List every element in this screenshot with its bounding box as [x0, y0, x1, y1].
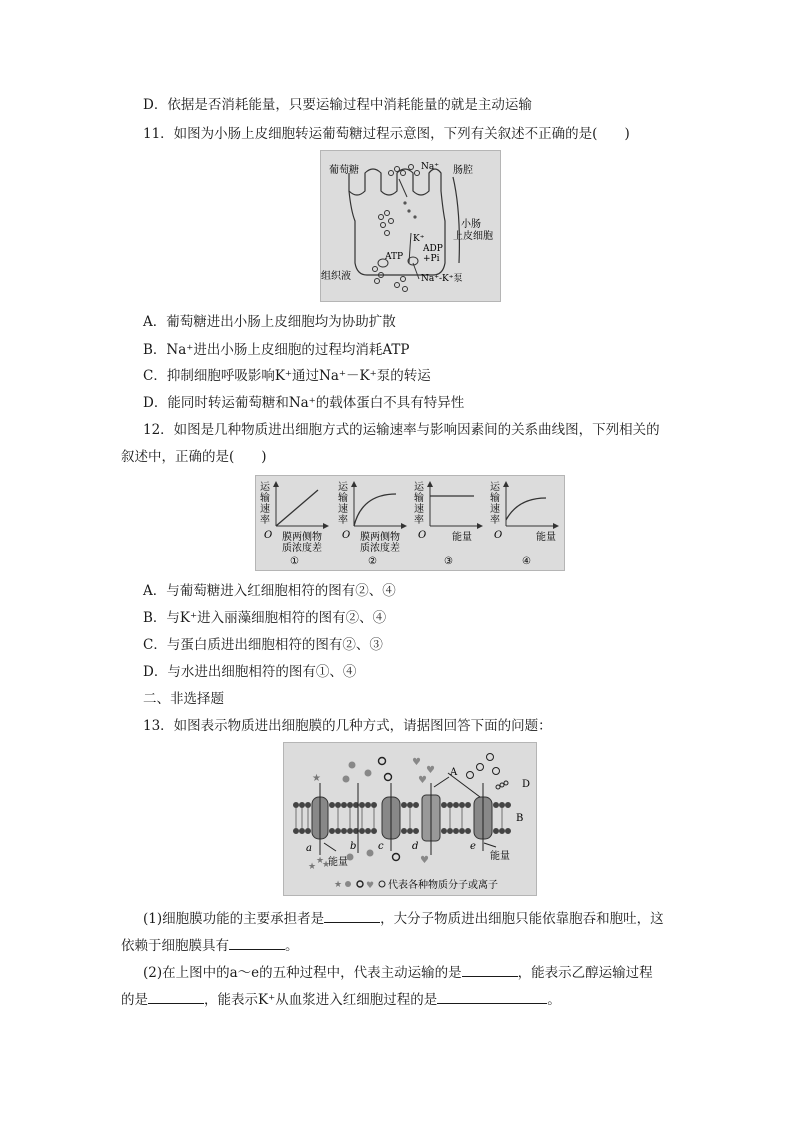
svg-text:④: ④ [522, 556, 531, 567]
q13-label-d: D [522, 779, 531, 790]
q12-option-a: A．与葡萄糖进入红细胞相符的图有②、④ [143, 583, 396, 599]
q11-option-b: B．Na⁺进出小肠上皮细胞的过程均消耗ATP [143, 342, 410, 358]
q13-part1-line2: 依赖于细胞膜具有 。 [121, 935, 299, 956]
molecules-inside [308, 850, 429, 873]
q11-option-a: A．葡萄糖进出小肠上皮细胞均为协助扩散 [143, 314, 396, 330]
q13-part2-line1: (2)在上图中的a～e的五种过程中，代表主动运输的是 ，能表示乙醇运输过程 [143, 962, 653, 983]
q13-stem: 13．如图表示物质进出细胞膜的几种方式，请据图回答下面的问题： [143, 718, 552, 734]
q13-energy-1: 能量 [328, 857, 348, 868]
q12-option-c: C．与蛋白质进出细胞相符的图有②、③ [143, 637, 383, 653]
molecules-outside [312, 754, 508, 790]
q11-label-pump: Na⁺-K⁺泵 [421, 274, 463, 284]
graph-3 [414, 481, 482, 567]
svg-text:膜两侧物: 膜两侧物 [360, 532, 400, 543]
q13-legend [334, 878, 498, 891]
svg-text:速: 速 [260, 504, 270, 515]
q12-option-d: D．与水进出细胞相符的图有①、④ [143, 664, 357, 680]
q12-option-b: B．与K⁺进入丽藻细胞相符的图有②、④ [143, 610, 387, 626]
svg-text:③: ③ [444, 556, 453, 567]
svg-text:★: ★ [308, 862, 317, 872]
svg-text:♥: ♥ [426, 765, 435, 776]
graph-1 [260, 481, 328, 567]
svg-text:♥: ♥ [366, 881, 375, 891]
q11-option-c: C．抑制细胞呼吸影响K⁺通过Na⁺－K⁺泵的转运 [143, 368, 431, 384]
svg-text:能量: 能量 [536, 532, 556, 543]
q13-proc-a: a [306, 843, 312, 854]
q11-label-adp: ADP [423, 244, 443, 254]
svg-text:速: 速 [338, 504, 348, 515]
svg-text:运: 运 [338, 482, 348, 493]
svg-text:质浓度差: 质浓度差 [282, 543, 322, 554]
svg-text:运: 运 [490, 482, 500, 493]
graph-1-curve [276, 490, 318, 526]
q13-proc-b: b [350, 841, 357, 852]
q13-blank-3[interactable] [462, 962, 518, 977]
svg-text:能量: 能量 [452, 532, 472, 543]
svg-text:输: 输 [490, 493, 500, 504]
q10-option-d: D．依据是否消耗能量，只要运输过程中消耗能量的就是主动运输 [143, 97, 532, 113]
q13-membrane-diagram [284, 743, 536, 895]
svg-text:O: O [342, 530, 351, 541]
q12-stem-line2: 叙述中，正确的是( ) [121, 449, 267, 465]
q13-proc-e: e [470, 841, 476, 852]
section-heading: 二、非选择题 [143, 691, 224, 707]
svg-text:♥: ♥ [420, 855, 429, 866]
graph-2-curve [354, 494, 396, 526]
svg-text:★: ★ [334, 880, 343, 890]
svg-text:♥: ♥ [418, 775, 427, 786]
q11-label-pi: +Pi [423, 254, 440, 264]
q12-figure [255, 475, 565, 571]
svg-text:率: 率 [490, 515, 500, 526]
svg-text:★: ★ [322, 860, 331, 870]
q11-label-cell-line2: 上皮细胞 [453, 231, 493, 242]
q11-figure [320, 150, 501, 302]
svg-text:质浓度差: 质浓度差 [360, 543, 400, 554]
svg-text:率: 率 [260, 515, 270, 526]
svg-text:输: 输 [338, 493, 348, 504]
q13-blank-1[interactable] [324, 908, 380, 923]
q13-blank-2[interactable] [229, 935, 285, 950]
q11-stem: 11．如图为小肠上皮细胞转运葡萄糖过程示意图，下列有关叙述不正确的是( ) [143, 126, 630, 142]
q11-option-d: D．能同时转运葡萄糖和Na⁺的载体蛋白不具有特异性 [143, 395, 465, 411]
graph-4-curve [506, 498, 546, 520]
q12-stem-line1: 12．如图是几种物质进出细胞方式的运输速率与影响因素间的关系曲线图，下列相关的 [143, 422, 660, 438]
q13-figure [283, 742, 537, 896]
q13-energy-2: 能量 [490, 851, 510, 862]
svg-text:★: ★ [312, 773, 321, 784]
q13-part2-line2: 的是 ，能表示K⁺从血浆进入红细胞过程的是 。 [121, 989, 561, 1010]
svg-text:O: O [418, 530, 427, 541]
q11-label-k: K⁺ [413, 234, 425, 244]
q13-label-b: B [516, 813, 524, 824]
svg-text:①: ① [290, 556, 299, 567]
q13-proc-c: c [378, 841, 384, 852]
svg-text:率: 率 [338, 515, 348, 526]
q11-label-tissue-fluid: 组织液 [321, 271, 351, 282]
svg-text:O: O [264, 530, 273, 541]
svg-text:O: O [494, 530, 503, 541]
q11-label-atp: ATP [385, 252, 404, 262]
svg-text:速: 速 [490, 504, 500, 515]
q11-label-lumen: 肠腔 [453, 165, 473, 176]
q13-part1-line1: (1)细胞膜功能的主要承担者是 ，大分子物质进出细胞只能依靠胞吞和胞吐，这 [143, 908, 664, 929]
q13-blank-5[interactable] [437, 989, 547, 1004]
q11-diagram [321, 151, 500, 301]
graph-2 [338, 481, 406, 567]
q13-label-a: A [450, 767, 458, 778]
q13-blank-4[interactable] [148, 989, 204, 1004]
svg-text:速: 速 [414, 504, 424, 515]
q11-label-cell-line1: 小肠 [461, 219, 481, 230]
svg-text:②: ② [368, 556, 377, 567]
svg-text:★: ★ [316, 856, 325, 866]
svg-text:膜两侧物: 膜两侧物 [282, 532, 322, 543]
q13-legend-text: 代表各种物质分子或离子 [388, 880, 498, 891]
svg-text:运: 运 [260, 482, 270, 493]
svg-text:输: 输 [260, 493, 270, 504]
svg-text:率: 率 [414, 515, 424, 526]
svg-text:运: 运 [414, 482, 424, 493]
svg-text:♥: ♥ [412, 757, 421, 768]
q13-proc-d: d [412, 841, 419, 852]
q11-label-na: Na⁺ [421, 162, 439, 172]
q11-label-glucose: 葡萄糖 [329, 165, 359, 176]
q12-graphs [256, 476, 564, 570]
graph-4 [490, 481, 558, 567]
svg-text:输: 输 [414, 493, 424, 504]
